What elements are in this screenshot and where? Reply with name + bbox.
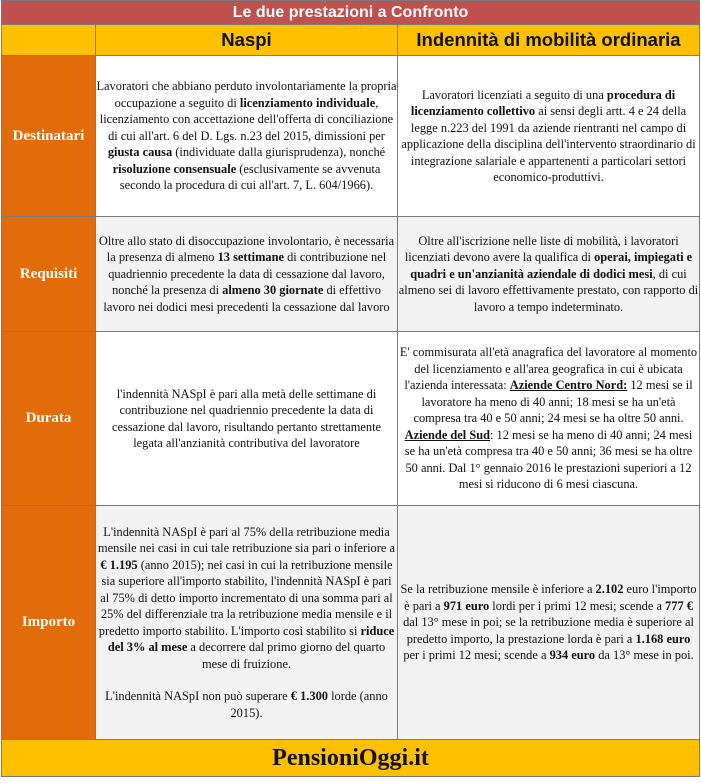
importo-naspi-limit-text: L'indennità NASpI non può superare € 1.300 lorde (anno 2015). [105, 689, 388, 720]
footer-row [2, 740, 700, 777]
header-row [2, 25, 700, 56]
header-naspi: Naspi [96, 25, 398, 56]
header-mobilita: Indennità di mobilità ordinaria [398, 25, 700, 56]
durata-mobilita-text: E' commisurata all'età anagrafica del lavoratore al momento del licenziamento e all'area geografica in cui è ubicata l'azienda interessata: Aziende Centro Nord: 12 mesi se il lavoratore ha meno di 40 anni; 18 mesi se ha un'età compresa tra 40 e 50 anni; 24 mesi se ha oltre 50 anni. Aziende del Sud: 12 mesi se ha meno di 40 anni; 24 mesi se ha un'età compresa tra 40 e 50 anni; 36 mesi se ha oltre 50 anni. Dal 1° gennaio 2016 le prestazioni superiori a 12 mesi si riducono di 6 mesi ciascuna. [399, 345, 698, 492]
cell-importo-naspi [96, 506, 398, 740]
cell-durata-mobilita [398, 332, 700, 506]
table-title: Le due prestazioni a Confronto [2, 1, 700, 25]
requisiti-naspi-text: Oltre allo stato di disoccupazione involontario, è necessaria la presenza di almeno 13 settimane di contribuzione nel quadriennio precedente la data di cessazione dal lavoro, nonché la presenza di almeno 30 giornate di effettivo lavoro nei dodici mesi precedenti la cessazione dal lavoro [98, 233, 395, 314]
row-requisiti [2, 217, 700, 332]
row-label-durata: Durata [2, 332, 96, 506]
cell-destinatari-mobilita [398, 56, 700, 217]
importo-mobilita-text: Se la retribuzione mensile è inferiore a 2.102 euro l'importo è pari a 971 euro lordi per i primi 12 mesi; scende a 777 € dal 13° mese in poi; se la retribuzione media è superiore al predetto importo, la prestazione lorda è pari a 1.168 euro per i primi 12 mesi; scende a 934 euro da 13° mese in poi. [400, 582, 697, 663]
comparison-table [1, 0, 700, 777]
row-label-requisiti: Requisiti [2, 217, 96, 332]
row-importo [2, 506, 700, 740]
cell-requisiti-mobilita [398, 217, 700, 332]
row-label-importo: Importo [2, 506, 96, 740]
header-empty [2, 25, 96, 56]
title-row [2, 1, 700, 25]
row-label-destinatari: Destinatari [2, 56, 96, 217]
durata-naspi-text: l'indennità NASpI è pari alla metà delle settimane di contribuzione nel quadriennio precedente la data di cessazione dal lavoro, risultando pertanto strettamente legata all'anzianità contributiva del lavoratore [111, 386, 382, 450]
cell-durata-naspi [96, 332, 398, 506]
requisiti-mobilita-text: Oltre all'iscrizione nelle liste di mobilità, i lavoratori licenziati devono avere la qualifica di operai, impiegati e quadri e un'anzianità aziendale di dodici mesi, di cui almeno sei di lavoro effettivamente prestato, con rapporto di lavoro a tempo indeterminato. [398, 233, 699, 314]
cell-destinatari-naspi [96, 56, 398, 217]
row-destinatari [2, 56, 700, 217]
destinatari-naspi-text: Lavoratori che abbiano perduto involontariamente la propria occupazione a seguito di licenziamento individuale, licenziamento con accettazione dell'offerta di conciliazione di cui all'art. 6 del D. Lgs. n.23 del 2015, dimissioni per giusta causa (individuate dalla giurisprudenza), nonché risoluzione consensuale (esclusivamente se avvenuta secondo la procedura di cui all'art. 7, L. 604/1966). [96, 79, 397, 193]
row-durata [2, 332, 700, 506]
cell-requisiti-naspi [96, 217, 398, 332]
importo-naspi-text: L'indennità NASpI è pari al 75% della retribuzione media mensile nei casi in cui tale retribuzione sia pari o inferiore a € 1.195 (anno 2015); nei casi in cui la retribuzione mensile sia superiore all'importo stabilito, l'indennità NASpI è pari al 75% di detto importo incrementato di una somma pari al 25% del differenziale tra la retribuzione media mensile e il predetto importo stabilito. L'importo così stabilito si riduce del 3% al mese a decorrere dal primo giorno del quarto mese di fruizione. [98, 524, 395, 671]
destinatari-mobilita-text: Lavoratori licenziati a seguito di una procedura di licenziamento collettivo ai sensi degli artt. 4 e 24 della legge n.223 del 1991 da aziende rientranti nel campo di applicazione della disciplina dell'intervento straordinario di integrazione salariale e appartenenti a particolari settori economico-produttivi. [401, 87, 696, 184]
footer-brand: PensioniOggi.it [2, 740, 700, 777]
cell-importo-mobilita [398, 506, 700, 740]
